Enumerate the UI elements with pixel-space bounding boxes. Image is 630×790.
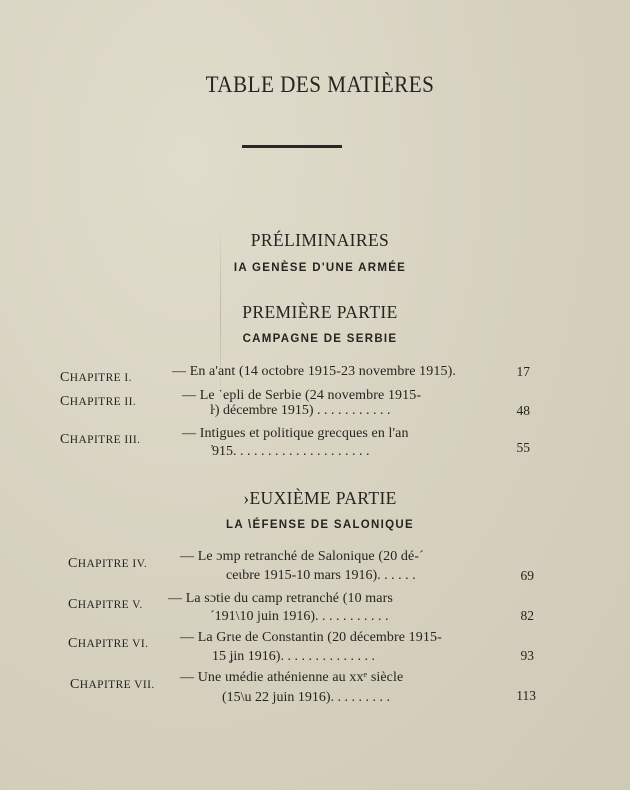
chapter-label-5: CHAPITRE V. bbox=[68, 597, 143, 612]
chapter-page-2: 48 bbox=[516, 403, 530, 418]
chapter-title-7-cont: (15\u 22 juin 1916). . . . . . . . . bbox=[222, 690, 390, 705]
chapter-title-3: — Intigues et politique grecques en l'an bbox=[182, 426, 409, 441]
page-title: TABLE DES MATIÈRES bbox=[205, 72, 435, 97]
chapter-title-2: — Le ˙epli de Serbie (24 novembre 1915- bbox=[182, 388, 422, 403]
chapter-page-5: 82 bbox=[520, 608, 534, 623]
chapter-title-3-cont: ̓915. . . . . . . . . . . . . . . . . . . . bbox=[212, 444, 370, 459]
chapter-label-1: CHAPITRE I. bbox=[60, 370, 132, 385]
title-rule bbox=[242, 145, 342, 148]
section-heading-premiere-partie: PREMIÈRE PARTIE bbox=[242, 302, 398, 322]
chapter-title-4-cont: ceɩbre 1915-10 mars 1916). . . . . . bbox=[226, 568, 416, 583]
chapter-label-3: CHAPITRE III. bbox=[60, 432, 141, 447]
section-subheading-premiere-partie: CAMPAGNE DE SERBIE bbox=[242, 333, 398, 345]
chapter-title-1: — En a'ant (14 octobre 1915-23 novembre 1915). bbox=[172, 364, 456, 379]
chapter-label-6: CHAPITRE VI. bbox=[68, 636, 149, 651]
chapter-page-1: 17 bbox=[516, 364, 530, 379]
chapter-title-6: — La Grɩe de Constantin (20 décembre 1915- bbox=[180, 630, 442, 645]
chapter-title-5: — La sɔtie du camp retranché (10 mars bbox=[168, 591, 393, 606]
chapter-title-5-cont: ˊ191\10 juin 1916). . . . . . . . . . . bbox=[210, 609, 389, 624]
chapter-title-4: — Le ɔmp retranché de Salonique (20 dé-ˊ bbox=[180, 549, 424, 564]
chapter-title-2-cont: ŀ) décembre 1915) . . . . . . . . . . . bbox=[210, 403, 391, 418]
chapter-title-7: — Une ɩmédie athénienne au xxᵉ siècle bbox=[180, 670, 404, 685]
section-heading-deuxieme-partie: ›EUXIÈME PARTIE bbox=[243, 488, 397, 508]
chapter-page-6: 93 bbox=[520, 648, 534, 663]
chapter-label-4: CHAPITRE IV. bbox=[68, 556, 148, 571]
section-subheading-deuxieme-partie: LA \ÉFENSE DE SALONIQUE bbox=[226, 519, 414, 531]
chapter-title-6-cont: 15 ʝin 1916). . . . . . . . . . . . . . bbox=[212, 649, 375, 664]
section-subheading-preliminaires: IA GENÈSE D'UNE ARMÉE bbox=[233, 262, 407, 274]
chapter-page-3: 55 bbox=[516, 440, 530, 455]
chapter-page-7: 113 bbox=[516, 688, 536, 703]
chapter-label-2: CHAPITRE II. bbox=[60, 394, 137, 409]
section-heading-preliminaires: PRÉLIMINAIRES bbox=[250, 230, 390, 250]
chapter-page-4: 69 bbox=[520, 568, 534, 583]
chapter-label-7: CHAPITRE VII. bbox=[70, 677, 155, 692]
